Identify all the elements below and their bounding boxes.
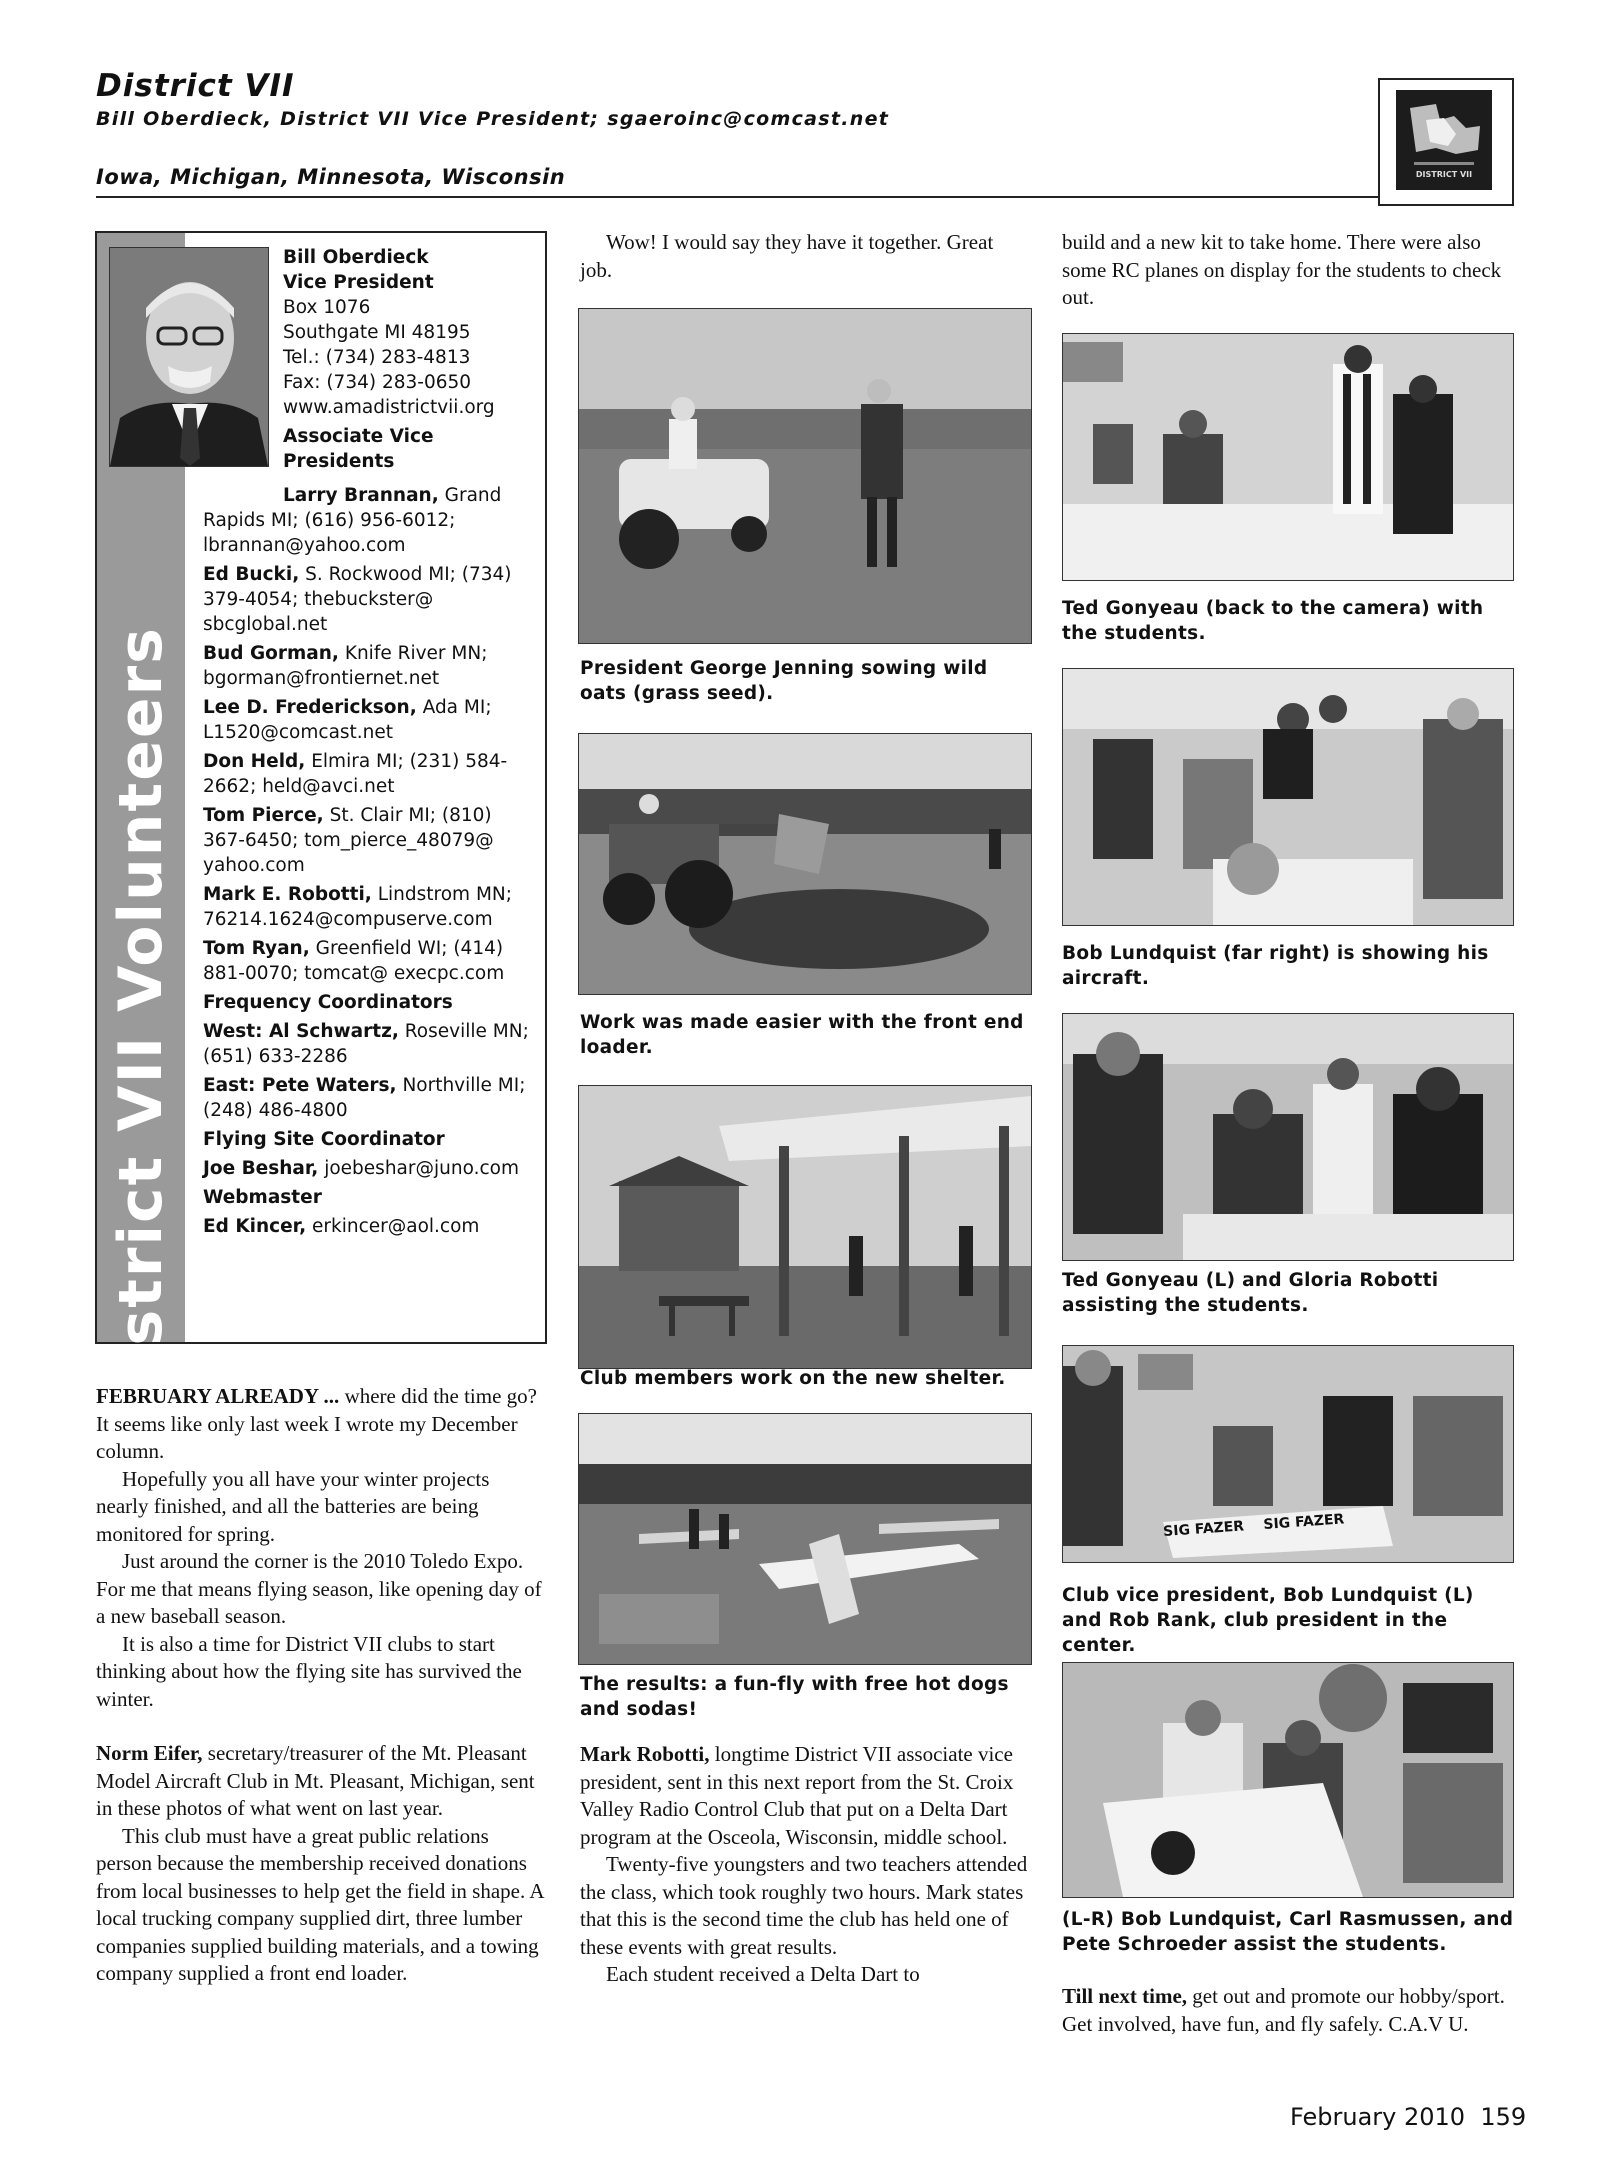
webmaster-heading: Webmaster	[203, 1187, 322, 1208]
site-coordinator-heading: Flying Site Coordinator	[203, 1129, 445, 1150]
volunteer-entry: Lee D. Frederickson, Ada MI; L1520@comcast.net	[203, 697, 492, 743]
photo-caption: Bob Lundquist (far right) is showing his aircraft.	[1062, 943, 1489, 989]
volunteer-entry: Tom Ryan, Greenfield WI; (414) 881-0070; tomcat@ execpc.com	[203, 938, 505, 984]
paragraph: Each student received a Delta Dart to	[606, 1962, 920, 1986]
paragraph: build and a new kit to take home. There were also some RC planes on display for the students to check out.	[1062, 230, 1502, 309]
frequency-heading: Frequency Coordinators	[203, 992, 453, 1013]
photo-front-end-loader	[578, 733, 1032, 995]
column-1-text	[96, 1383, 546, 1988]
column-3-intro	[1062, 229, 1514, 312]
page-subtitle: Bill Oberdieck, District VII Vice President; sgaeroinc@comcast.net	[96, 108, 890, 130]
paragraph: FEBRUARY ALREADY ... where did the time go? It seems like only last week I wrote my December column.	[96, 1384, 537, 1463]
column-2-intro	[580, 229, 1030, 284]
photo-caption: Ted Gonyeau (L) and Gloria Robotti assisting the students.	[1062, 1270, 1439, 1316]
vp-fax: Fax: (734) 283-0650	[283, 372, 472, 393]
vp-telephone: Tel.: (734) 283-4813	[283, 347, 471, 368]
volunteer-entry: Larry Brannan, Grand Rapids MI; (616) 956-6012; lbrannan@yahoo.com	[203, 485, 502, 556]
vp-portrait-photo	[109, 247, 269, 467]
paragraph: Wow! I would say they have it together. Great job.	[580, 230, 994, 282]
photo-classroom-5	[1062, 1662, 1514, 1898]
paragraph: Twenty-five youngsters and two teachers attended the class, which took roughly two hours. Mark states that this is the second time the club has held one of these events with great results.	[580, 1852, 1028, 1959]
volunteer-entry: Bud Gorman, Knife River MN; bgorman@frontiernet.net	[203, 643, 488, 689]
district-logo-label: DISTRICT VII	[1415, 170, 1473, 179]
paragraph: Hopefully you all have your winter projects nearly finished, and all the batteries are being monitored for spring.	[96, 1466, 490, 1546]
paragraph: Just around the corner is the 2010 Toledo Expo. For me that means flying season, like opening day of a new baseball season.	[96, 1549, 542, 1628]
vp-role: Vice President	[283, 272, 434, 293]
volunteer-entry: Ed Bucki, S. Rockwood MI; (734) 379-4054; thebuckster@ sbcglobal.net	[203, 564, 512, 635]
banner-label-left: SIG FAZER	[1162, 1518, 1245, 1541]
volunteer-entry: West: Al Schwartz, Roseville MN; (651) 633-2286	[203, 1021, 529, 1067]
vp-address-line1: Box 1076	[283, 297, 371, 318]
photo-caption: The results: a fun-fly with free hot dogs and sodas!	[580, 1674, 1009, 1720]
volunteers-box	[95, 231, 547, 1420]
photo-caption: Work was made easier with the front end loader.	[580, 1012, 1024, 1058]
photo-caption: President George Jenning sowing wild oats (grass seed).	[580, 658, 988, 704]
photo-classroom-3	[1062, 1013, 1514, 1261]
vp-website: www.amadistrictvii.org	[283, 397, 495, 418]
photo-field-mowing	[578, 308, 1032, 644]
district-logo	[1378, 78, 1514, 206]
photo-fun-fly	[578, 1413, 1032, 1665]
volunteer-list	[203, 483, 535, 1243]
paragraph: This club must have a great public relations person because the membership received donations from local businesses to help get the field in shape. A local trucking company supplied dirt, three lumber companies supplied building materials, and a towing company supplied a front end loader.	[96, 1823, 544, 1985]
page-folio: February 2010 159	[1290, 2103, 1527, 2131]
column-2-text	[580, 1741, 1030, 1989]
volunteers-band-title: District VII Volunteers	[106, 626, 176, 1420]
vp-address-line2: Southgate MI 48195	[283, 322, 471, 343]
banner-label-right: SIG FAZER	[1262, 1511, 1345, 1533]
volunteer-entry: Don Held, Elmira MI; (231) 584-2662; held@avci.net	[203, 751, 508, 797]
paragraph: Till next time, get out and promote our hobby/sport. Get involved, have fun, and fly safely. C.A.V U.	[1062, 1984, 1505, 2036]
photo-classroom-4	[1062, 1345, 1514, 1563]
district-states: Iowa, Michigan, Minnesota, Wisconsin	[96, 165, 566, 189]
page-title: District VII	[96, 68, 295, 104]
paragraph: Norm Eifer, secretary/treasurer of the Mt. Pleasant Model Aircraft Club in Mt. Pleasant, Michigan, sent in these photos of what went on last year.	[96, 1741, 535, 1820]
photo-caption: (L-R) Bob Lundquist, Carl Rasmussen, and Pete Schroeder assist the students.	[1062, 1909, 1514, 1955]
photo-classroom-1	[1062, 333, 1514, 581]
volunteer-entry: Tom Pierce, St. Clair MI; (810) 367-6450; tom_pierce_48079@ yahoo.com	[203, 805, 494, 876]
photo-classroom-2	[1062, 668, 1514, 926]
volunteer-entry: Joe Beshar, joebeshar@juno.com	[203, 1158, 519, 1179]
photo-caption: Ted Gonyeau (back to the camera) with the students.	[1062, 598, 1484, 644]
paragraph: It is also a time for District VII clubs to start thinking about how the flying site has survived the winter.	[96, 1631, 522, 1711]
photo-caption: Club vice president, Bob Lundquist (L) and Rob Rank, club president in the center.	[1062, 1585, 1474, 1656]
photo-new-shelter	[578, 1085, 1032, 1369]
volunteer-entry: Ed Kincer, erkincer@aol.com	[203, 1216, 480, 1237]
column-3-closing	[1062, 1983, 1512, 2038]
header-rule	[96, 196, 1513, 198]
vp-name: Bill Oberdieck	[283, 247, 429, 268]
avp-heading: Associate Vice Presidents	[283, 426, 434, 472]
vp-contact-block	[283, 245, 533, 474]
district-logo-image	[1396, 90, 1492, 190]
volunteer-entry: East: Pete Waters, Northville MI; (248) 486-4800	[203, 1075, 526, 1121]
photo-caption: Club members work on the new shelter.	[580, 1368, 1006, 1389]
paragraph: Mark Robotti, longtime District VII associate vice president, sent in this next report from the St. Croix Valley Radio Control Club that put on a Delta Dart program at the Osceola, Wisconsin, middle school.	[580, 1742, 1014, 1849]
volunteer-entry: Mark E. Robotti, Lindstrom MN; 76214.1624@compuserve.com	[203, 884, 512, 930]
